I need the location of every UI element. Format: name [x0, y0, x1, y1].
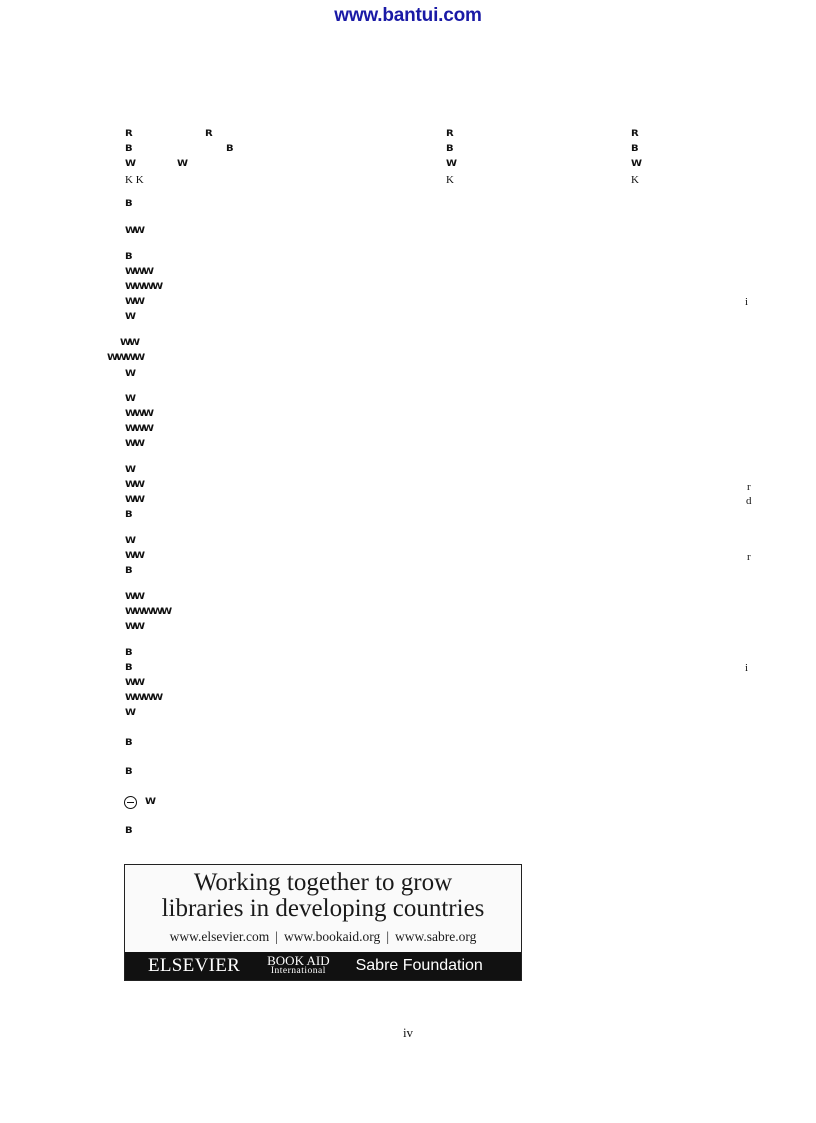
book-aid-banner [124, 864, 522, 981]
url-separator: | [386, 929, 390, 944]
text-fragment: B [125, 738, 131, 748]
text-fragment: B [125, 199, 131, 209]
sabre-foundation-logo: Sabre Foundation [355, 957, 483, 974]
text-fragment: W [125, 708, 135, 718]
banner-urls [125, 929, 521, 945]
text-fragment: WWW [125, 267, 153, 277]
page-number: iv [402, 1025, 414, 1040]
text-fragment: B [125, 252, 131, 262]
text-fragment: W [125, 536, 135, 546]
margin-fragment: d [746, 495, 752, 507]
text-fragment: B [631, 144, 637, 154]
margin-fragment: r [747, 551, 751, 563]
text-fragment: W [145, 797, 155, 807]
text-fragment: R [125, 129, 131, 139]
text-fragment: W [125, 394, 135, 404]
text-fragment: WW [120, 338, 139, 348]
url-sabre: www.sabre.org [395, 929, 477, 944]
text-fragment: WWW [125, 424, 153, 434]
book-aid-logo [267, 952, 330, 976]
margin-fragment: i [745, 296, 749, 308]
text-fragment: WW [125, 226, 144, 236]
text-fragment: WWW [125, 409, 153, 419]
text-fragment: R [631, 129, 637, 139]
text-fragment: WW [125, 622, 144, 632]
text-fragment: WW [125, 480, 144, 490]
text-fragment: R [205, 129, 211, 139]
text-fragment: B [125, 144, 131, 154]
text-fragment: B [125, 826, 131, 836]
text-fragment: B [125, 510, 131, 520]
text-fragment: W [125, 312, 135, 322]
text-fragment: K K [125, 174, 144, 186]
text-fragment: WW [125, 439, 144, 449]
margin-fragment: r [747, 481, 751, 493]
margin-fragment: i [745, 662, 749, 674]
text-fragment: B [446, 144, 452, 154]
text-fragment: WWWW [107, 353, 144, 363]
headline-line-1: Working together to grow [193, 869, 453, 896]
text-fragment: W [125, 465, 135, 475]
text-fragment: W [125, 159, 135, 169]
text-fragment: WWWW [125, 282, 162, 292]
paper-permanence-icon [124, 796, 137, 809]
url-bookaid: www.bookaid.org [283, 929, 381, 944]
text-fragment: WW [125, 551, 144, 561]
text-fragment: W [631, 159, 641, 169]
text-fragment: B [125, 663, 131, 673]
text-fragment: WW [125, 495, 144, 505]
book-aid-logo-line-2: International [270, 965, 326, 976]
text-fragment: B [125, 566, 131, 576]
banner-logo-bar [125, 952, 521, 980]
text-fragment: B [125, 648, 131, 658]
text-fragment: WWWWW [125, 607, 171, 617]
banner-headline [125, 870, 521, 922]
text-fragment: W [177, 159, 187, 169]
elsevier-logo: ELSEVIER [148, 955, 241, 976]
text-fragment: W [446, 159, 456, 169]
url-separator: | [275, 929, 278, 944]
text-fragment: WWWW [125, 693, 162, 703]
text-fragment: WW [125, 678, 144, 688]
banner-content [125, 865, 521, 954]
text-fragment: B [226, 144, 232, 154]
text-fragment: WW [125, 592, 144, 602]
text-fragment: R [446, 129, 452, 139]
watermark-url: www.bantui.com [334, 5, 482, 26]
text-fragment: W [125, 369, 135, 379]
url-elsevier: www.elsevier.com [169, 929, 270, 944]
text-fragment: B [125, 767, 131, 777]
text-fragment: WW [125, 297, 144, 307]
text-fragment: K [446, 174, 454, 186]
headline-line-2: libraries in developing countries [161, 895, 485, 922]
text-fragment: K [631, 174, 639, 186]
book-aid-logo-line-1: BOOK AID [267, 952, 330, 968]
